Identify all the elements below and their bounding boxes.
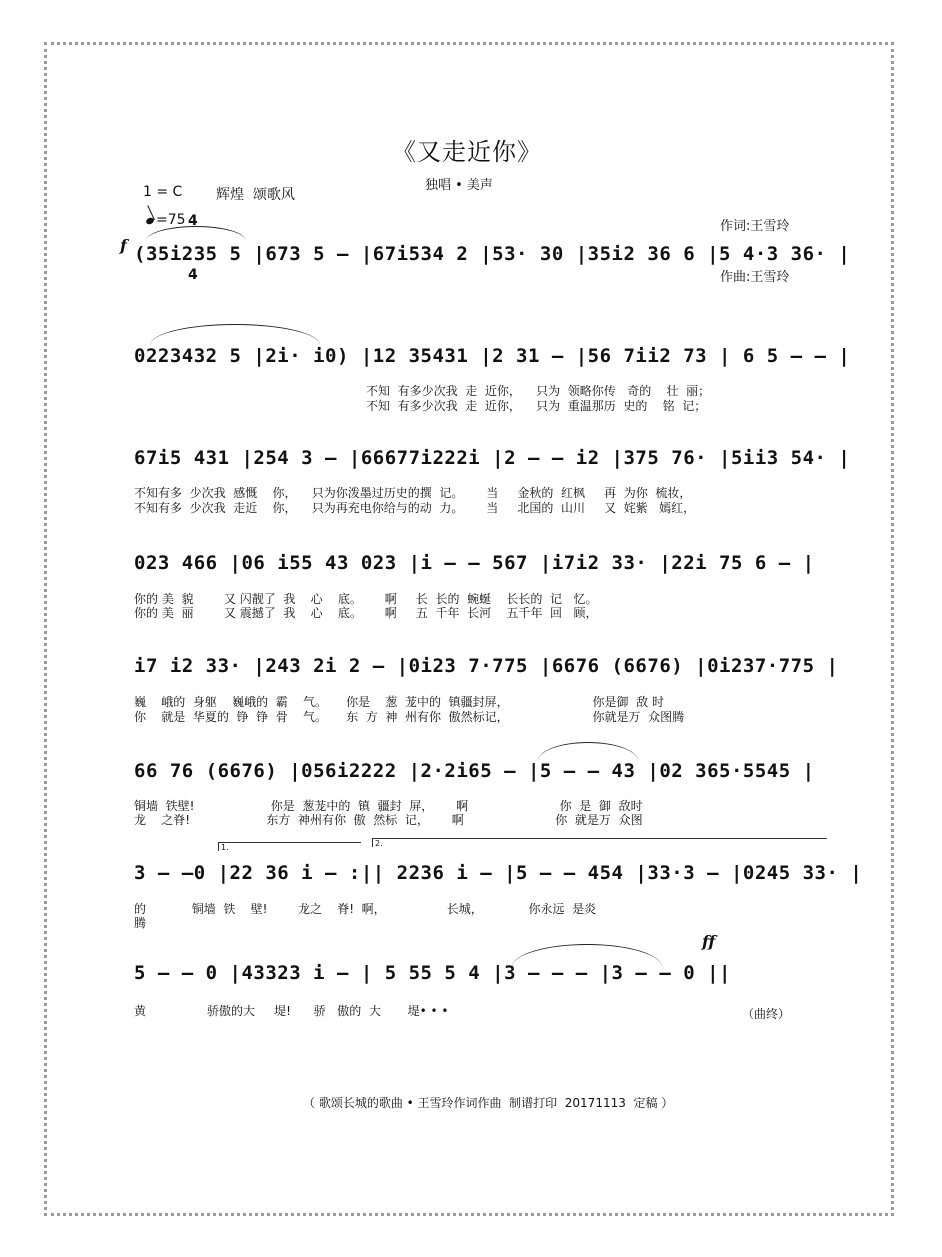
ending-mark: （曲终）: [742, 1007, 791, 1021]
composer-credit: 作曲:王雪玲: [720, 270, 790, 285]
notation-line-4: 023 466 |06 i55 43 023 |i – – 567 |i7i2 33· |22i 75 6 – |: [134, 552, 815, 574]
volta-1: 1.: [218, 842, 361, 851]
time-signature-bottom: 4: [188, 267, 198, 283]
lyrics-line-5-verse-1: 巍 峨的 身躯 巍峨的 霸 气。 你是 葱 茏中的 镇疆封屏， 你是御 敌 时: [134, 695, 664, 709]
lyrics-line-4-verse-2: 你的 美 丽 又 震撼了 我 心 底。 啊 五 千年 长河 五千年 回 顾，: [134, 606, 598, 620]
lyrics-line-6-verse-2: 龙 之脊! 东方 神州有你 傲 然标 记， 啊 你 就是万 众图: [134, 813, 643, 827]
dynamic-fortissimo: ff: [702, 932, 716, 951]
dynamic-forte: f: [120, 236, 127, 255]
notation-line-1: (35i235 5 |673 5 – |67i534 2 |53· 30 |35i2 36 6 |5 4·3 36· |: [134, 243, 851, 265]
quarter-note-icon: [145, 217, 155, 226]
lyrics-line-7-verse-2: 腾: [134, 916, 147, 930]
lyrics-line-8-verse-1: 黄 骄傲的大 堤! 骄 傲的 大 堤• • •: [134, 1004, 449, 1018]
notation-line-2: 0223432 5 |2i· i0) |12 35431 |2 31 – |56 7ii2 73 | 6 5 – – |: [134, 345, 851, 367]
tempo-marking: [146, 212, 186, 228]
lyrics-line-5-verse-2: 你 就是 华夏的 铮 铮 骨 气。 东 方 神 州有你 傲然标记， 你就是万 众图腾: [134, 710, 685, 724]
notation-line-5: i7 i2 33· |243 2i 2 – |0i23 7·775 |6676 (6676) |0i237·775 |: [134, 655, 839, 677]
notation-line-3: 67i5 431 |254 3 – |66677i222i |2 – – i2 |375 76· |5ii3 54· |: [134, 447, 851, 469]
performer-label: 独唱 • 美声: [425, 178, 493, 193]
lyrics-line-3-verse-2: 不知有多 少次我 走近 你， 只为再充电你给与的动 力。 当 北国的 山川 又 姹紫 嫣红，: [134, 501, 696, 515]
footer-note: （ 歌颂长城的歌曲 • 王雪玲作词作曲 制谱打印 20171113 定稿 ）: [303, 1096, 674, 1110]
lyrics-line-6-verse-1: 铜墙 铁壁! 你是 葱茏中的 镇 疆封 屏， 啊 你 是 御 敌时: [134, 799, 643, 813]
notation-line-7: 3 – –0 |22 36 i – :|| 2236 i – |5 – – 454 |33·3 – |0245 33· |: [134, 862, 863, 884]
lyrics-line-3-verse-1: 不知有多 少次我 感慨 你， 只为你泼墨过历史的撰 记。 当 金秋的 红枫 再 为你 梳妆，: [134, 486, 692, 500]
lyrics-line-2-verse-1: 不知 有多少次我 走 近你， 只为 领略你传 奇的 壮 丽；: [366, 384, 711, 398]
song-title: 《又走近你》: [392, 138, 542, 166]
key-signature: 1 = C: [143, 184, 183, 200]
lyrics-line-4-verse-1: 你的 美 貌 又 闪靓了 我 心 底。 啊 长 长的 蜿蜒 长长的 记 忆。: [134, 592, 598, 606]
time-signature-top: 4: [188, 213, 198, 229]
notation-line-6: 66 76 (6676) |056i2222 |2·2i65 – |5 – – 43 |02 365·5545 |: [134, 760, 815, 782]
volta-2: 2.: [372, 838, 827, 847]
notation-line-8: 5 – – 0 |43323 i – | 5 55 5 4 |3 – – – |3 – – 0 ||: [134, 962, 731, 984]
lyrics-line-7-verse-1: 的 铜墙 铁 壁! 龙之 脊! 啊， 长城， 你永远 是炎: [134, 902, 597, 916]
lyricist-credit: 作词:王雪玲: [720, 219, 790, 234]
tempo-value: =75: [156, 212, 186, 228]
lyrics-line-2-verse-2: 不知 有多少次我 走 近你， 只为 重温那历 史的 铭 记；: [366, 399, 707, 413]
mood-marking: 辉煌 颂歌风: [216, 187, 295, 203]
